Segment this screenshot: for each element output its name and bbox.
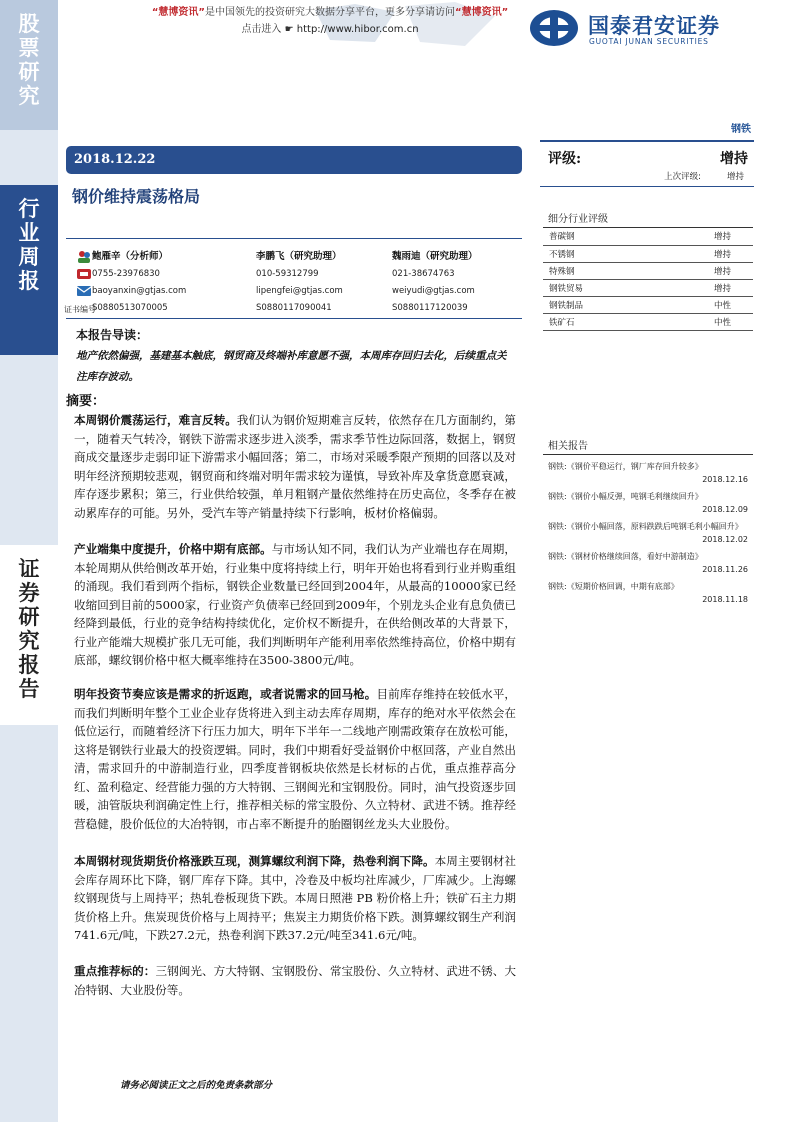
paragraph-lead: 本周钢价震荡运行，难言反转。 <box>74 413 237 427</box>
table-row <box>543 262 753 279</box>
sub-industry-name: 铁矿石 <box>543 313 642 330</box>
list-item[interactable] <box>548 550 748 576</box>
sub-industry-name: 钢铁制品 <box>543 296 642 313</box>
guotai-junan-logo-icon <box>528 8 580 48</box>
analyst-email: lipengfei@gtjas.com <box>256 286 343 296</box>
related-report-date: 2018.12.16 <box>702 475 748 484</box>
analyst-cert: S0880117120039 <box>392 303 468 313</box>
industry-tag: 钢铁 <box>731 124 751 135</box>
report-date-bar <box>66 146 522 174</box>
previous-rating-label: 上次评级: <box>664 172 701 182</box>
table-row <box>543 313 753 330</box>
band-char: 周 <box>18 244 40 269</box>
left-side-band <box>0 0 58 1122</box>
divider <box>540 186 754 187</box>
analyst-email: weiyudi@gtjas.com <box>392 286 475 296</box>
analyst-2 <box>256 248 343 319</box>
paragraph-lead: 明年投资节奏应该是需求的折返跑，或者说需求的回马枪。 <box>74 687 377 701</box>
band-char: 票 <box>18 35 40 60</box>
abstract-title: 摘要： <box>66 394 106 409</box>
sub-industry-rating: 增持 <box>642 228 753 245</box>
paragraph-text: 我们认为钢价短期难言反转，依然存在几方面制约，第一，随着天气转冷，钢铁下游需求逐步进入淡季，需求季节性边际回落，数据上，钢贸商成交量逐步走弱印证下游需求小幅回落；第二，市场对采暖季限产预期的回落以及对明年经济预期较悲观，钢贸商和终端对明年需求较为谨慎，导致补库及拿货意愿衰减，库存逐步累积；第三，行业供给较强，单月粗钢产量依然维持在历史高位，冬季存在被动累库存的可能。另外，受汽车等产销量持续下行影响，板材价格偏弱。 <box>74 413 516 520</box>
analyst-cert: S0880117090041 <box>256 303 332 313</box>
sub-industry-title: 细分行业评级 <box>548 214 608 225</box>
table-row <box>543 279 753 296</box>
sub-industry-table <box>543 228 753 331</box>
logo-english-name: GUOTAI JUNAN SECURITIES <box>589 37 709 46</box>
sub-industry-rating: 中性 <box>642 296 753 313</box>
band-char: 告 <box>18 676 40 701</box>
sub-industry-name: 钢铁贸易 <box>543 279 642 296</box>
report-date: 2018.12.22 <box>74 152 156 167</box>
analyst-phone: 010-59312799 <box>256 269 319 279</box>
table-row <box>543 296 753 313</box>
paragraph <box>74 852 516 945</box>
analyst-phone: 021-38674763 <box>392 269 455 279</box>
band-char: 究 <box>18 83 40 108</box>
band-industry-weekly <box>0 185 58 355</box>
paragraph-text: 三钢闽光、方大特钢、宝钢股份、常宝股份、久立特材、武进不锈、大冶特钢、大业股份等。 <box>74 964 516 997</box>
related-reports-list <box>548 460 748 610</box>
band-char: 证 <box>18 556 40 581</box>
disclaimer: 请务必阅读正文之后的免责条款部分 <box>120 1080 273 1091</box>
table-row <box>543 228 753 245</box>
table-row <box>543 245 753 262</box>
related-report-title[interactable]: 钢铁:《短期价格回调，中期有底部》 <box>548 582 679 591</box>
rating-row <box>540 140 754 168</box>
cert-number-label: 证书编号 <box>64 305 96 314</box>
report-title: 钢价维持震荡格局 <box>72 187 201 206</box>
related-report-date: 2018.12.02 <box>702 535 748 544</box>
analyst-phone: 0755-23976830 <box>92 269 160 279</box>
related-reports-title: 相关报告 <box>548 441 588 452</box>
list-item[interactable] <box>548 490 748 516</box>
analyst-name: 李鹏飞（研究助理） <box>256 251 342 262</box>
related-report-date: 2018.12.09 <box>702 505 748 514</box>
banner-text: 是中国领先的投资研究大数据分享平台，更多分享请访问 <box>205 7 455 18</box>
list-item[interactable] <box>548 580 748 606</box>
band-char: 报 <box>18 268 40 293</box>
top-banner <box>140 4 520 38</box>
related-report-title[interactable]: 钢铁:《钢价平稳运行，钢厂库存回升较多》 <box>548 462 703 471</box>
divider <box>543 454 753 455</box>
hand-pointer-icon: ☛ <box>284 24 294 35</box>
banner-line-2 <box>140 21 520 38</box>
banner-brand-2: “慧博资讯” <box>455 7 509 18</box>
paragraph-lead: 重点推荐标的： <box>74 964 156 978</box>
guide-title: 本报告导读： <box>76 328 149 342</box>
banner-brand: “慧博资讯” <box>151 7 205 18</box>
related-report-date: 2018.11.26 <box>702 565 748 574</box>
band-char: 业 <box>18 220 40 245</box>
rating-label: 评级: <box>548 151 582 167</box>
band-char: 券 <box>18 580 40 605</box>
previous-rating-value: 增持 <box>726 172 744 182</box>
list-item[interactable] <box>548 460 748 486</box>
analyst-1 <box>92 248 186 319</box>
sub-industry-name: 特殊钢 <box>543 262 642 279</box>
band-char: 研 <box>18 604 40 629</box>
related-report-title[interactable]: 钢铁:《钢价小幅反弹，吨钢毛利继续回升》 <box>548 492 703 501</box>
analyst-email: baoyanxin@gtjas.com <box>92 286 187 296</box>
banner-link[interactable]: http://www.hibor.com.cn <box>296 24 419 35</box>
sub-industry-rating: 增持 <box>642 262 753 279</box>
banner-enter-label: 点击进入 <box>241 24 282 35</box>
paragraph <box>74 411 516 522</box>
sub-industry-name: 不锈钢 <box>543 245 642 262</box>
divider <box>66 238 522 239</box>
paragraph-text: 与市场认知不同，我们认为产业端也存在周期，本轮周期从供给侧改革开始，行业集中度将持续上行，明年开始也将看到行业并购重组的涌现。我们看到两个指标，钢铁企业数量已经回到2004年，从最高的10000家已经收缩回到目前的5000家，行业资产负债率已经回到2009年，个别龙头企业有息负债已经降到最低，行业的竞争结构持续优化，定价权不断提升，在供给侧改革的大背景下，行业产能端大规模扩张几无可能，我们判断明年产能利用率依然维持高位，价格中期有底部，螺纹钢价格中枢大概率维持在3500-3800元/吨。 <box>74 542 516 667</box>
band-stock-research <box>0 0 58 130</box>
paragraph-text: 本周主要钢材社会库存周环比下降，钢厂库存下降。其中，冷卷及中板均社库减少，厂库减少。上海螺纹钢现货与上周持平；热轧卷板现货下跌。本周日照港 PB 粉价格上升；铁矿石主力期货价格上升。焦炭现货价格与上周持平；焦炭主力期货价格下跌。测算螺纹钢生产利润741.6元/吨，下跌27.2元，热卷利润下跌37.2元/吨至341.6元/吨。 <box>74 854 516 942</box>
related-report-date: 2018.11.18 <box>702 595 748 604</box>
analyst-name: 鲍雁辛（分析师） <box>92 251 169 262</box>
sub-industry-rating: 中性 <box>642 313 753 330</box>
analyst-name: 魏雨迪（研究助理） <box>392 251 478 262</box>
paragraph <box>74 540 516 670</box>
banner-line-1 <box>140 4 520 21</box>
sub-industry-name: 普碳钢 <box>543 228 642 245</box>
paragraph-lead: 本周钢材现货期货价格涨跌互现，测算螺纹利润下降，热卷利润下降。 <box>74 854 435 868</box>
sub-industry-rating: 增持 <box>642 245 753 262</box>
rating-value: 增持 <box>720 151 748 167</box>
analyst-3 <box>392 248 478 319</box>
logo-chinese-name: 国泰君安证券 <box>588 14 720 38</box>
band-char: 报 <box>18 652 40 677</box>
band-char: 研 <box>18 59 40 84</box>
band-char: 究 <box>18 628 40 653</box>
band-char: 行 <box>18 196 40 221</box>
list-item[interactable] <box>548 520 748 546</box>
band-securities-report <box>0 545 58 725</box>
related-report-title[interactable]: 钢铁:《钢材价格继续回落，看好中游制造》 <box>548 552 703 561</box>
previous-rating-row <box>540 168 754 182</box>
paragraph <box>74 962 516 999</box>
related-report-title[interactable]: 钢铁:《钢价小幅回落，原料跌跌后吨钢毛利小幅回升》 <box>548 522 743 531</box>
sub-industry-rating: 增持 <box>642 279 753 296</box>
paragraph <box>74 685 516 833</box>
band-char: 股 <box>18 11 40 36</box>
paragraph-lead: 产业端集中度提升，价格中期有底部。 <box>74 542 272 556</box>
company-logo <box>528 8 758 48</box>
rating-box <box>540 140 754 182</box>
guide-text: 地产依然偏强，基建基本触底，钢贸商及终端补库意愿不强，本周库存回归去化，后续重点关注库存波动。 <box>76 350 507 383</box>
paragraph-text: 目前库存维持在较低水平，而我们判断明年整个工业企业存货将进入到主动去库存周期，库存的绝对水平依然会在低位运行，而随着经济下行压力加大，明年下半年一二线地产刚需政策存在放松可能，这将是钢铁行业最大的投资逻辑。同时，我们中期看好受益钢价中枢回落，产业自然出清，需求回升的中游制造行业，四季度普钢板块依然是长材标的占优，重点推荐高分红、盈利稳定、经营能力强的方大特钢、三钢闽光和宝钢股份。同时，油气投资逐步回暖，油管版块利润确定性上行，推荐相关标的常宝股份、久立特材、武进不锈。推荐经营稳健，股价低位的大冶特钢，市占率不断提升的胎圈钢丝龙头大业股份。 <box>74 687 516 831</box>
analyst-cert: S0880513070005 <box>92 303 168 313</box>
